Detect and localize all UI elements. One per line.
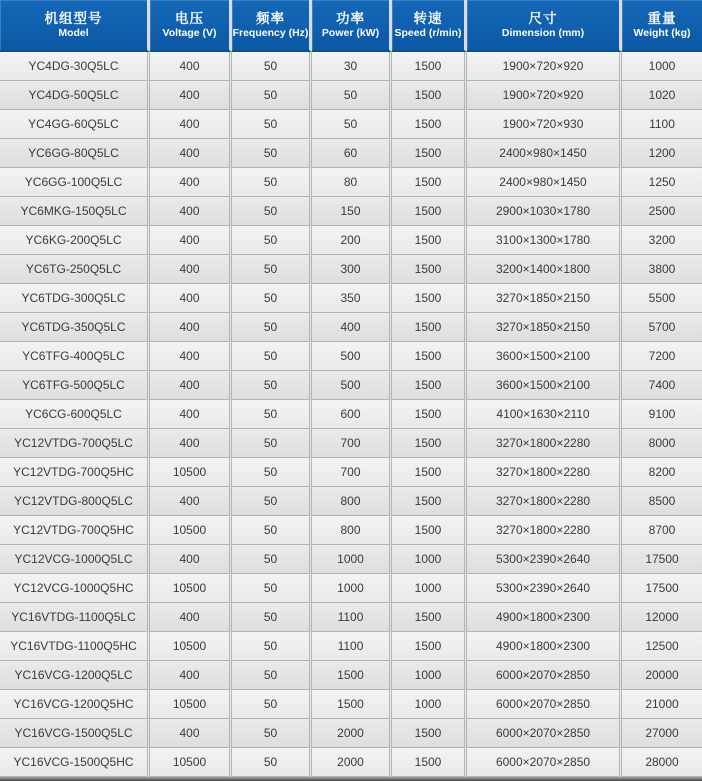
table-row xyxy=(0,719,702,748)
col-header-model-en: Model xyxy=(58,27,89,39)
cell-weight: 8000 xyxy=(622,429,702,458)
cell-model: YC12VTDG-700Q5HC xyxy=(0,458,150,487)
table-row xyxy=(0,255,702,284)
table-row xyxy=(0,371,702,400)
cell-power: 1000 xyxy=(312,574,392,603)
table-row xyxy=(0,748,702,777)
cell-model: YC6CG-600Q5LC xyxy=(0,400,150,429)
table-row xyxy=(0,429,702,458)
cell-speed: 1500 xyxy=(392,313,467,342)
cell-weight: 17500 xyxy=(622,545,702,574)
cell-speed: 1000 xyxy=(392,690,467,719)
col-header-model xyxy=(0,0,150,52)
table-row xyxy=(0,545,702,574)
cell-speed: 1500 xyxy=(392,284,467,313)
cell-speed: 1500 xyxy=(392,516,467,545)
table-row xyxy=(0,603,702,632)
cell-weight: 8500 xyxy=(622,487,702,516)
cell-power: 2000 xyxy=(312,719,392,748)
cell-dimension: 2400×980×1450 xyxy=(467,168,622,197)
cell-model: YC6KG-200Q5LC xyxy=(0,226,150,255)
cell-speed: 1500 xyxy=(392,603,467,632)
cell-voltage: 400 xyxy=(150,603,232,632)
cell-model: YC12VTDG-700Q5HC xyxy=(0,516,150,545)
cell-voltage: 400 xyxy=(150,371,232,400)
cell-dimension: 3270×1850×2150 xyxy=(467,284,622,313)
cell-power: 500 xyxy=(312,371,392,400)
cell-power: 700 xyxy=(312,429,392,458)
col-header-voltage-en: Voltage (V) xyxy=(162,27,217,39)
cell-dimension: 3270×1800×2280 xyxy=(467,516,622,545)
cell-frequency: 50 xyxy=(232,52,312,81)
cell-frequency: 50 xyxy=(232,400,312,429)
table-row xyxy=(0,197,702,226)
cell-speed: 1000 xyxy=(392,545,467,574)
cell-frequency: 50 xyxy=(232,429,312,458)
cell-voltage: 400 xyxy=(150,81,232,110)
cell-weight: 12500 xyxy=(622,632,702,661)
cell-frequency: 50 xyxy=(232,110,312,139)
cell-frequency: 50 xyxy=(232,632,312,661)
cell-model: YC4DG-50Q5LC xyxy=(0,81,150,110)
cell-weight: 17500 xyxy=(622,574,702,603)
col-header-model-zh: 机组型号 xyxy=(44,11,103,26)
cell-frequency: 50 xyxy=(232,226,312,255)
col-header-weight-zh: 重量 xyxy=(647,11,677,26)
cell-model: YC12VTDG-800Q5LC xyxy=(0,487,150,516)
cell-dimension: 1900×720×920 xyxy=(467,52,622,81)
cell-dimension: 4100×1630×2110 xyxy=(467,400,622,429)
cell-speed: 1500 xyxy=(392,52,467,81)
cell-dimension: 5300×2390×2640 xyxy=(467,545,622,574)
cell-power: 1500 xyxy=(312,661,392,690)
cell-model: YC4GG-60Q5LC xyxy=(0,110,150,139)
cell-power: 200 xyxy=(312,226,392,255)
col-header-frequency-en: Frequency (Hz) xyxy=(232,27,309,39)
cell-weight: 2500 xyxy=(622,197,702,226)
cell-model: YC16VCG-1200Q5HC xyxy=(0,690,150,719)
header-row xyxy=(0,0,702,52)
cell-power: 2000 xyxy=(312,748,392,777)
cell-voltage: 400 xyxy=(150,226,232,255)
cell-voltage: 400 xyxy=(150,719,232,748)
cell-frequency: 50 xyxy=(232,545,312,574)
cell-model: YC12VCG-1000Q5HC xyxy=(0,574,150,603)
col-header-speed-en: Speed (r/min) xyxy=(394,27,462,39)
cell-voltage: 10500 xyxy=(150,574,232,603)
cell-weight: 3200 xyxy=(622,226,702,255)
cell-frequency: 50 xyxy=(232,168,312,197)
cell-dimension: 1900×720×930 xyxy=(467,110,622,139)
cell-weight: 12000 xyxy=(622,603,702,632)
cell-power: 350 xyxy=(312,284,392,313)
cell-power: 700 xyxy=(312,458,392,487)
table-bottom-edge xyxy=(0,777,702,781)
spec-table-body xyxy=(0,52,702,777)
table-row xyxy=(0,139,702,168)
cell-voltage: 10500 xyxy=(150,458,232,487)
col-header-voltage-zh: 电压 xyxy=(175,11,204,26)
cell-dimension: 5300×2390×2640 xyxy=(467,574,622,603)
cell-voltage: 400 xyxy=(150,52,232,81)
cell-speed: 1500 xyxy=(392,632,467,661)
table-row xyxy=(0,458,702,487)
cell-voltage: 400 xyxy=(150,661,232,690)
cell-dimension: 4900×1800×2300 xyxy=(467,603,622,632)
cell-power: 150 xyxy=(312,197,392,226)
col-header-voltage xyxy=(150,0,232,52)
cell-speed: 1500 xyxy=(392,168,467,197)
cell-speed: 1500 xyxy=(392,139,467,168)
cell-power: 500 xyxy=(312,342,392,371)
cell-dimension: 3270×1800×2280 xyxy=(467,487,622,516)
table-row xyxy=(0,313,702,342)
cell-weight: 1020 xyxy=(622,81,702,110)
cell-voltage: 400 xyxy=(150,313,232,342)
cell-frequency: 50 xyxy=(232,487,312,516)
cell-weight: 21000 xyxy=(622,690,702,719)
cell-speed: 1500 xyxy=(392,110,467,139)
table-row xyxy=(0,81,702,110)
cell-model: YC6TFG-500Q5LC xyxy=(0,371,150,400)
cell-weight: 28000 xyxy=(622,748,702,777)
col-header-speed xyxy=(392,0,467,52)
cell-speed: 1500 xyxy=(392,81,467,110)
cell-voltage: 400 xyxy=(150,342,232,371)
cell-voltage: 400 xyxy=(150,429,232,458)
cell-voltage: 10500 xyxy=(150,748,232,777)
table-row xyxy=(0,632,702,661)
spec-table-header xyxy=(0,0,702,52)
col-header-dimension xyxy=(467,0,622,52)
table-row xyxy=(0,52,702,81)
cell-speed: 1000 xyxy=(392,574,467,603)
cell-weight: 1200 xyxy=(622,139,702,168)
cell-voltage: 400 xyxy=(150,197,232,226)
cell-dimension: 6000×2070×2850 xyxy=(467,719,622,748)
cell-frequency: 50 xyxy=(232,748,312,777)
cell-voltage: 400 xyxy=(150,400,232,429)
cell-speed: 1500 xyxy=(392,487,467,516)
col-header-dimension-en: Dimension (mm) xyxy=(501,27,585,39)
cell-dimension: 2900×1030×1780 xyxy=(467,197,622,226)
cell-voltage: 400 xyxy=(150,487,232,516)
cell-speed: 1500 xyxy=(392,197,467,226)
cell-weight: 5500 xyxy=(622,284,702,313)
cell-voltage: 400 xyxy=(150,255,232,284)
cell-model: YC6TDG-300Q5LC xyxy=(0,284,150,313)
cell-voltage: 10500 xyxy=(150,632,232,661)
col-header-frequency xyxy=(232,0,312,52)
cell-dimension: 4900×1800×2300 xyxy=(467,632,622,661)
cell-power: 1500 xyxy=(312,690,392,719)
cell-weight: 1000 xyxy=(622,52,702,81)
table-row xyxy=(0,400,702,429)
table-row xyxy=(0,168,702,197)
cell-weight: 3800 xyxy=(622,255,702,284)
cell-power: 80 xyxy=(312,168,392,197)
col-header-weight xyxy=(622,0,702,52)
cell-model: YC6TG-250Q5LC xyxy=(0,255,150,284)
col-header-speed-zh: 转速 xyxy=(413,11,443,26)
cell-model: YC6MKG-150Q5LC xyxy=(0,197,150,226)
col-header-frequency-zh: 频率 xyxy=(256,11,285,26)
cell-frequency: 50 xyxy=(232,371,312,400)
table-row xyxy=(0,284,702,313)
cell-power: 600 xyxy=(312,400,392,429)
cell-frequency: 50 xyxy=(232,81,312,110)
table-row xyxy=(0,516,702,545)
cell-model: YC16VCG-1500Q5HC xyxy=(0,748,150,777)
cell-dimension: 2400×980×1450 xyxy=(467,139,622,168)
cell-voltage: 400 xyxy=(150,284,232,313)
cell-weight: 1250 xyxy=(622,168,702,197)
cell-voltage: 400 xyxy=(150,110,232,139)
cell-dimension: 3600×1500×2100 xyxy=(467,371,622,400)
col-header-dimension-zh: 尺寸 xyxy=(528,11,558,26)
cell-frequency: 50 xyxy=(232,574,312,603)
cell-dimension: 3600×1500×2100 xyxy=(467,342,622,371)
cell-weight: 1100 xyxy=(622,110,702,139)
cell-speed: 1500 xyxy=(392,342,467,371)
cell-speed: 1500 xyxy=(392,429,467,458)
cell-dimension: 1900×720×920 xyxy=(467,81,622,110)
cell-dimension: 6000×2070×2850 xyxy=(467,748,622,777)
cell-model: YC16VTDG-1100Q5HC xyxy=(0,632,150,661)
table-row xyxy=(0,226,702,255)
cell-power: 800 xyxy=(312,516,392,545)
cell-power: 30 xyxy=(312,52,392,81)
cell-model: YC6TDG-350Q5LC xyxy=(0,313,150,342)
cell-dimension: 3100×1300×1780 xyxy=(467,226,622,255)
cell-power: 1100 xyxy=(312,632,392,661)
cell-frequency: 50 xyxy=(232,516,312,545)
cell-power: 1100 xyxy=(312,603,392,632)
cell-weight: 7400 xyxy=(622,371,702,400)
cell-frequency: 50 xyxy=(232,690,312,719)
cell-model: YC16VCG-1500Q5LC xyxy=(0,719,150,748)
cell-dimension: 3270×1850×2150 xyxy=(467,313,622,342)
cell-weight: 27000 xyxy=(622,719,702,748)
cell-speed: 1500 xyxy=(392,400,467,429)
cell-speed: 1500 xyxy=(392,371,467,400)
cell-dimension: 6000×2070×2850 xyxy=(467,690,622,719)
cell-weight: 9100 xyxy=(622,400,702,429)
cell-weight: 8200 xyxy=(622,458,702,487)
cell-frequency: 50 xyxy=(232,719,312,748)
cell-power: 50 xyxy=(312,110,392,139)
cell-frequency: 50 xyxy=(232,661,312,690)
table-row xyxy=(0,574,702,603)
col-header-weight-en: Weight (kg) xyxy=(633,27,691,39)
table-row xyxy=(0,487,702,516)
cell-model: YC6TFG-400Q5LC xyxy=(0,342,150,371)
cell-frequency: 50 xyxy=(232,284,312,313)
cell-speed: 1500 xyxy=(392,226,467,255)
table-row xyxy=(0,661,702,690)
cell-weight: 8700 xyxy=(622,516,702,545)
cell-speed: 1500 xyxy=(392,748,467,777)
cell-frequency: 50 xyxy=(232,603,312,632)
cell-dimension: 3270×1800×2280 xyxy=(467,458,622,487)
table-row xyxy=(0,690,702,719)
cell-model: YC16VTDG-1100Q5LC xyxy=(0,603,150,632)
cell-dimension: 3200×1400×1800 xyxy=(467,255,622,284)
cell-weight: 5700 xyxy=(622,313,702,342)
cell-power: 60 xyxy=(312,139,392,168)
cell-dimension: 6000×2070×2850 xyxy=(467,661,622,690)
cell-frequency: 50 xyxy=(232,458,312,487)
cell-voltage: 400 xyxy=(150,545,232,574)
cell-power: 50 xyxy=(312,81,392,110)
cell-model: YC6GG-80Q5LC xyxy=(0,139,150,168)
cell-model: YC16VCG-1200Q5LC xyxy=(0,661,150,690)
cell-weight: 20000 xyxy=(622,661,702,690)
cell-frequency: 50 xyxy=(232,255,312,284)
cell-model: YC12VTDG-700Q5LC xyxy=(0,429,150,458)
table-row xyxy=(0,110,702,139)
cell-power: 1000 xyxy=(312,545,392,574)
cell-power: 300 xyxy=(312,255,392,284)
cell-speed: 1000 xyxy=(392,661,467,690)
col-header-power-en: Power (kW) xyxy=(321,27,380,39)
cell-speed: 1500 xyxy=(392,255,467,284)
cell-model: YC6GG-100Q5LC xyxy=(0,168,150,197)
table-row xyxy=(0,342,702,371)
cell-frequency: 50 xyxy=(232,197,312,226)
cell-frequency: 50 xyxy=(232,342,312,371)
cell-voltage: 400 xyxy=(150,139,232,168)
col-header-power-zh: 功率 xyxy=(336,11,365,26)
cell-frequency: 50 xyxy=(232,139,312,168)
cell-frequency: 50 xyxy=(232,313,312,342)
cell-voltage: 400 xyxy=(150,168,232,197)
col-header-power xyxy=(312,0,392,52)
cell-voltage: 10500 xyxy=(150,516,232,545)
cell-voltage: 10500 xyxy=(150,690,232,719)
cell-speed: 1500 xyxy=(392,719,467,748)
cell-model: YC4DG-30Q5LC xyxy=(0,52,150,81)
cell-speed: 1500 xyxy=(392,458,467,487)
cell-weight: 7200 xyxy=(622,342,702,371)
cell-power: 400 xyxy=(312,313,392,342)
cell-model: YC12VCG-1000Q5LC xyxy=(0,545,150,574)
cell-dimension: 3270×1800×2280 xyxy=(467,429,622,458)
cell-power: 800 xyxy=(312,487,392,516)
